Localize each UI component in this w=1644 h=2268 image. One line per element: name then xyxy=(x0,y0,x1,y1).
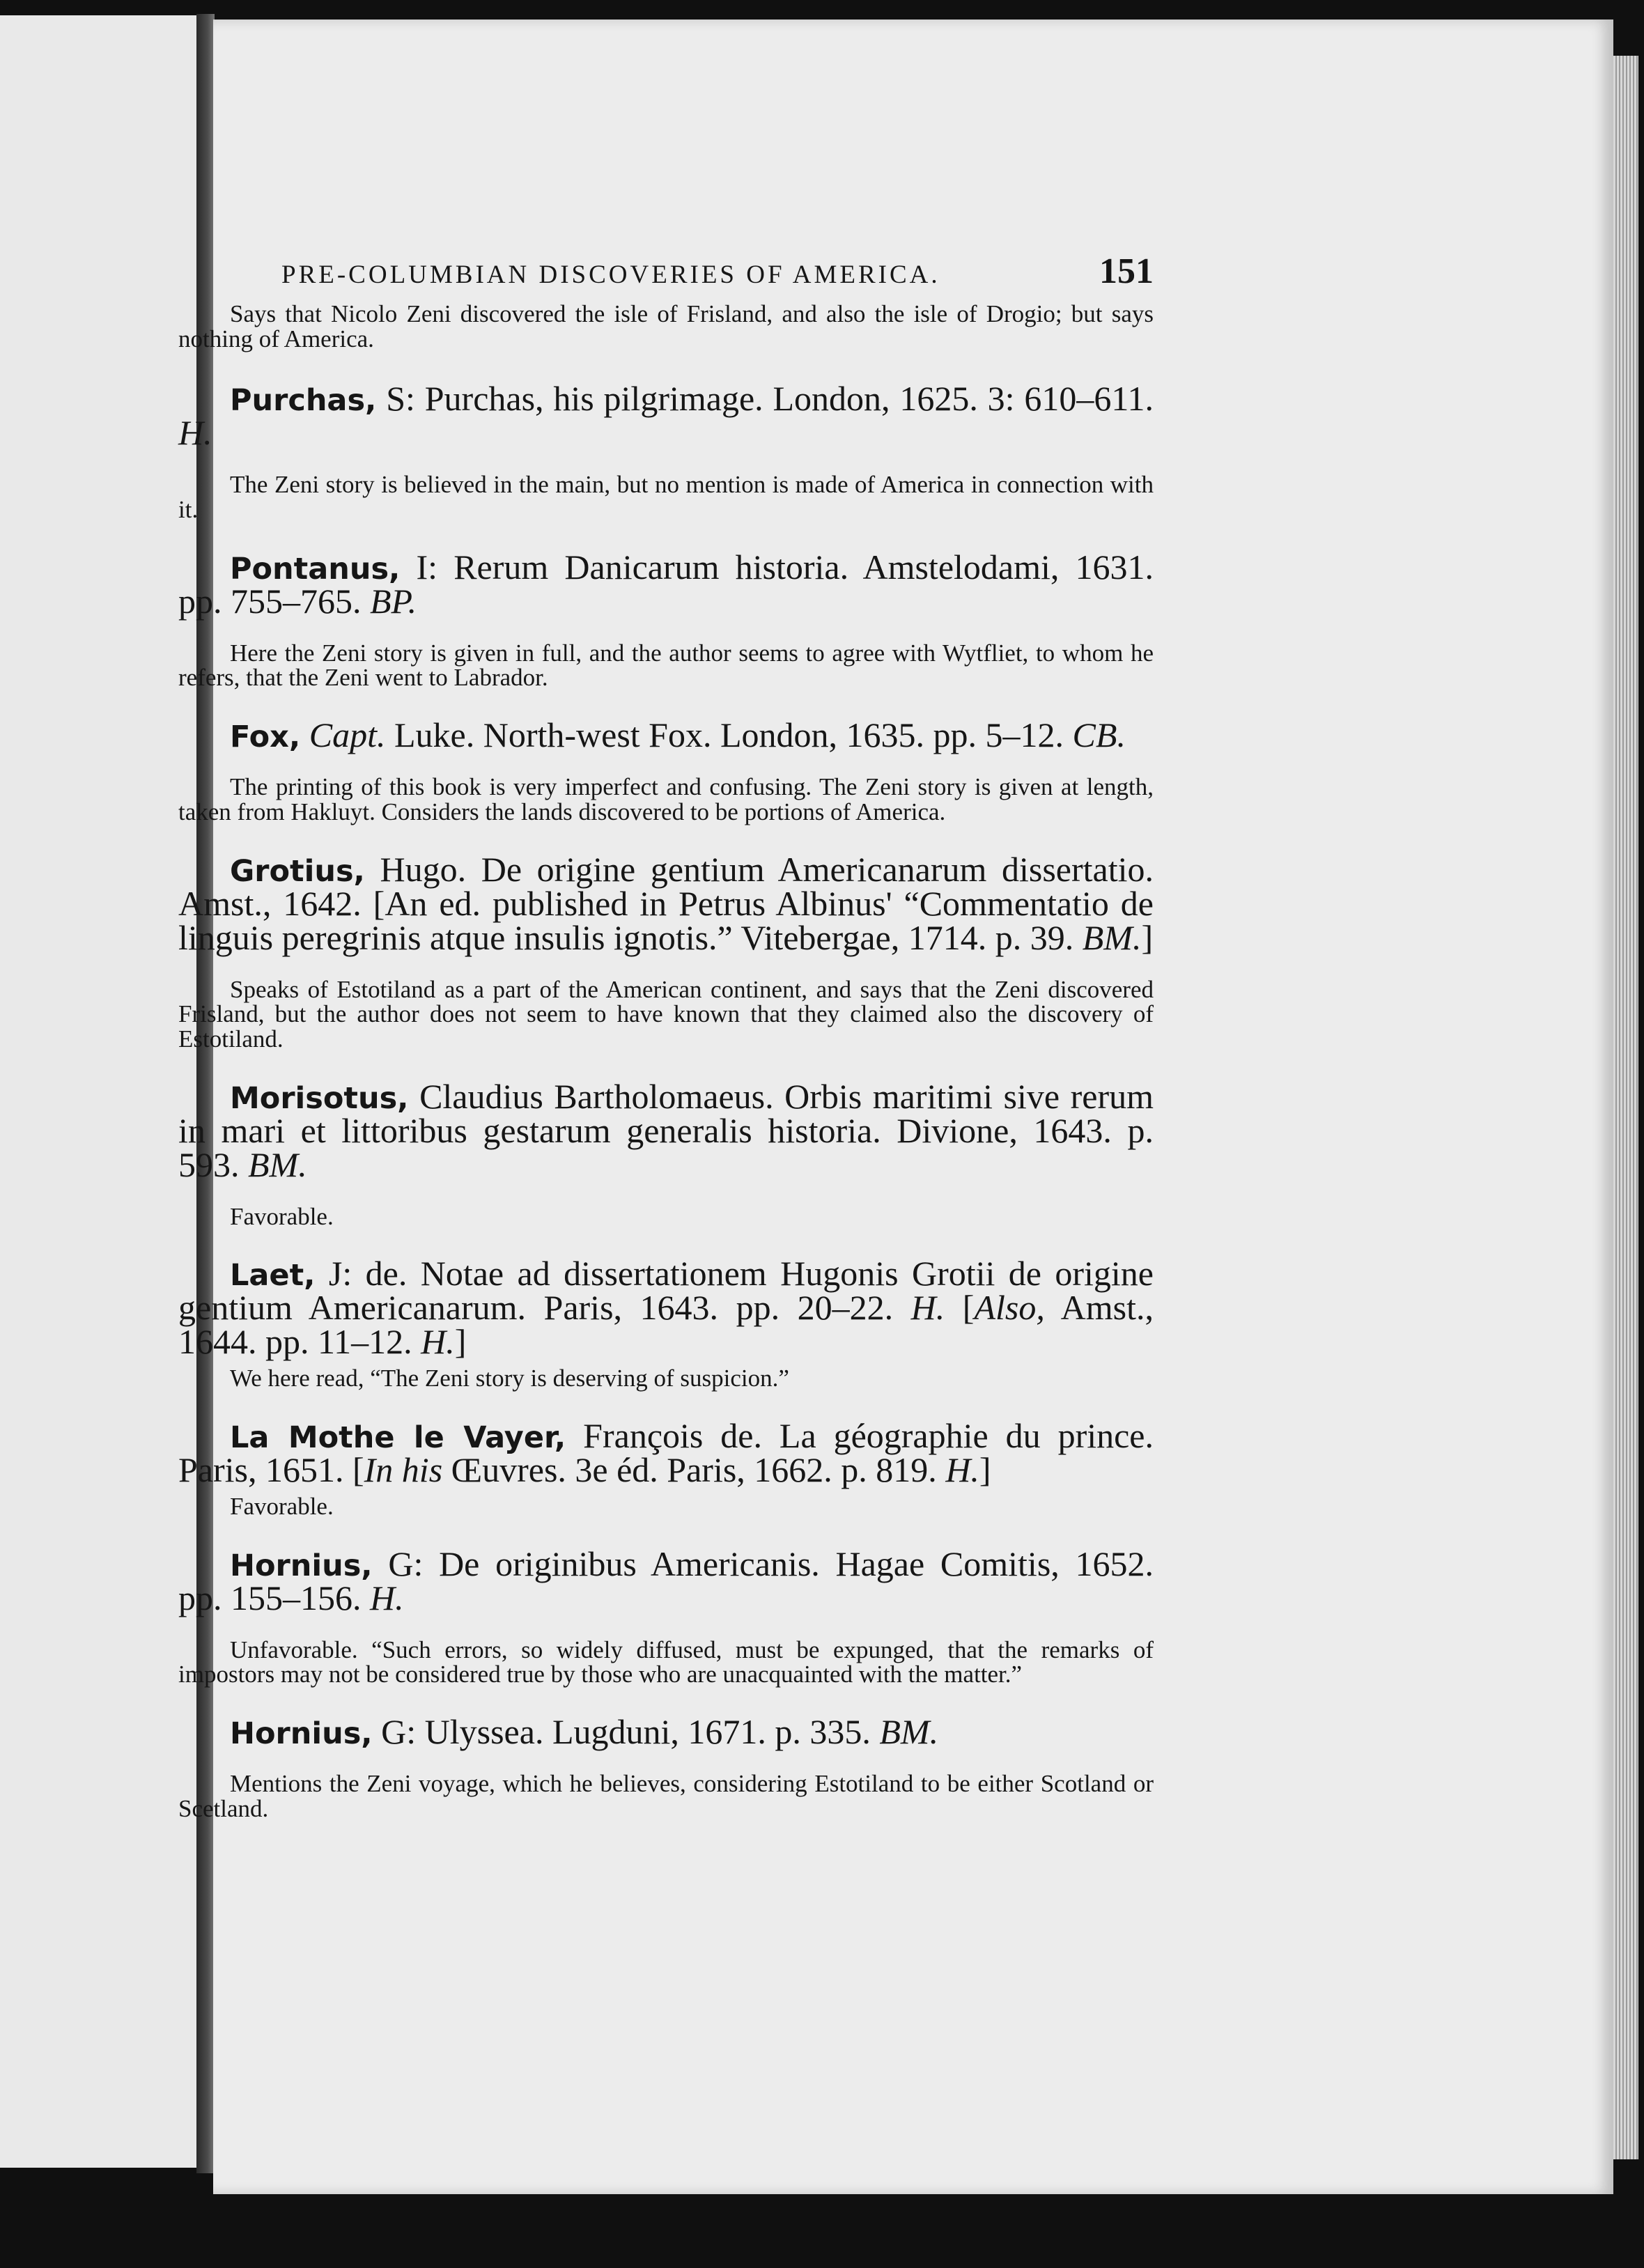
entry-citation: Luke. North-west Fox. London, 1635. pp. 5–12. xyxy=(394,715,1064,755)
entry-fox xyxy=(178,715,1154,755)
entry-note: The printing of this book is very imperfect and confusing. The Zeni story is given at length, taken from Hakluyt. Considers the lands discovered to be portions of America. xyxy=(178,773,1154,825)
entry-author: Purchas, xyxy=(230,383,377,419)
entry-note: Here the Zeni story is given in full, and the author seems to agree with Wytfliet, to whom he refers, that the Zeni went to Labrador. xyxy=(178,639,1154,692)
entry-laet xyxy=(178,1254,1154,1362)
entry-citation: I: Rerum Danicarum historia. Amstelodami, 1631. pp. 755–765. xyxy=(178,547,1154,621)
entry-citation: Hugo. De origine gentium Americanarum dissertatio. Amst., 1642. [An ed. published in Petrus Albinus' “Commentatio de linguis peregrinis atque insulis ignotis.” Vitebergae, 1714. p. 39. xyxy=(178,849,1154,957)
entry-author: Laet, xyxy=(230,1258,316,1294)
entry-pontanus xyxy=(178,547,1154,621)
entry-location: BP. xyxy=(370,581,417,621)
entry-author: Pontanus, xyxy=(230,551,401,587)
entry-title-italic: Capt. xyxy=(309,715,386,755)
entry-note: Unfavorable. “Such errors, so widely diffused, must be expunged, that the remarks of impostors may not be considered true by those who are unacquainted with the matter.” xyxy=(178,1636,1154,1688)
entry-grotius xyxy=(178,849,1154,957)
entry-purchas xyxy=(178,379,1154,453)
entry-citation-cont: Œuvres. 3e éd. Paris, 1662. p. 819. xyxy=(451,1450,937,1489)
entry-location: H. xyxy=(370,1578,404,1617)
entry-citation: S: Purchas, his pilgrimage. London, 1625. 3: 610–611. xyxy=(386,379,1154,419)
entry-la-mothe-le-vayer xyxy=(178,1415,1154,1489)
entry-location: BM. xyxy=(248,1144,307,1184)
page-content xyxy=(178,251,1154,1849)
entry-citation: J: de. Notae ad dissertationem Hugonis Grotii de origine gentium Americanarum. Paris, 1643. pp. 20–22. xyxy=(178,1254,1154,1328)
left-page xyxy=(0,15,201,2168)
entry-location: BM. xyxy=(879,1712,939,1751)
entry-location: CB. xyxy=(1072,715,1126,755)
entry-location: H. xyxy=(945,1450,979,1489)
page-edges xyxy=(1613,56,1638,2159)
running-title: PRE-COLUMBIAN DISCOVERIES OF AMERICA. xyxy=(281,261,940,289)
entry-note: We here read, “The Zeni story is deserving of suspicion.” xyxy=(230,1365,789,1392)
entry-citation-close: ] xyxy=(1141,917,1154,957)
entry-also-italic: Also, xyxy=(974,1288,1045,1328)
intro-note: Says that Nicolo Zeni discovered the isle of Frisland, and also the isle of Drogio; but says nothing of America. xyxy=(178,300,1154,352)
entry-note: The Zeni story is believed in the main, but no mention is made of America in connection with it. xyxy=(178,471,1154,524)
entry-location: BM. xyxy=(1082,917,1142,957)
entry-hornius-1652 xyxy=(178,1544,1154,1617)
entry-author: Fox, xyxy=(230,720,301,755)
entry-citation-cont: Amst., 1644. pp. 11–12. xyxy=(178,1288,1154,1362)
entry-citation-close: ] xyxy=(454,1322,467,1362)
page-number: 151 xyxy=(1099,251,1154,291)
entry-in-his-italic: In his xyxy=(364,1450,443,1489)
entry-author: Morisotus, xyxy=(230,1080,409,1116)
entry-citation: G: De originibus Americanis. Hagae Comitis, 1652. pp. 155–156. xyxy=(178,1544,1154,1617)
entry-location: H. xyxy=(910,1288,945,1328)
entry-note: Favorable. xyxy=(230,1202,334,1230)
entry-note: Favorable. xyxy=(230,1492,334,1520)
entry-citation: François de. La géographie du prince. Paris, 1651. [ xyxy=(178,1415,1154,1489)
entry-location: H. xyxy=(178,413,212,453)
entry-author: Grotius, xyxy=(230,853,365,889)
entry-citation-open: [ xyxy=(962,1288,975,1328)
running-head xyxy=(178,251,1154,292)
entry-citation-close: ] xyxy=(979,1450,991,1489)
entry-author: Hornius, xyxy=(230,1548,373,1583)
entry-location-2: H. xyxy=(421,1322,455,1362)
entry-hornius-1671 xyxy=(178,1712,1154,1751)
entry-citation: Claudius Bartholomaeus. Orbis maritimi sive rerum in mari et littoribus gestarum generalis historia. Divione, 1643. p. 593. xyxy=(178,1076,1154,1184)
entry-author: Hornius, xyxy=(230,1716,373,1751)
entry-citation: G: Ulyssea. Lugduni, 1671. p. 335. xyxy=(381,1712,871,1751)
entry-note: Speaks of Estotiland as a part of the American continent, and says that the Zeni discovered Frisland, but the author does not seem to have known that they claimed also the discovery of Estotiland. xyxy=(178,975,1154,1053)
entry-note: Mentions the Zeni voyage, which he believes, considering Estotiland to be either Scotland or Scetland. xyxy=(178,1770,1154,1822)
entry-author: La Mothe le Vayer, xyxy=(230,1420,566,1455)
entry-morisotus xyxy=(178,1076,1154,1184)
